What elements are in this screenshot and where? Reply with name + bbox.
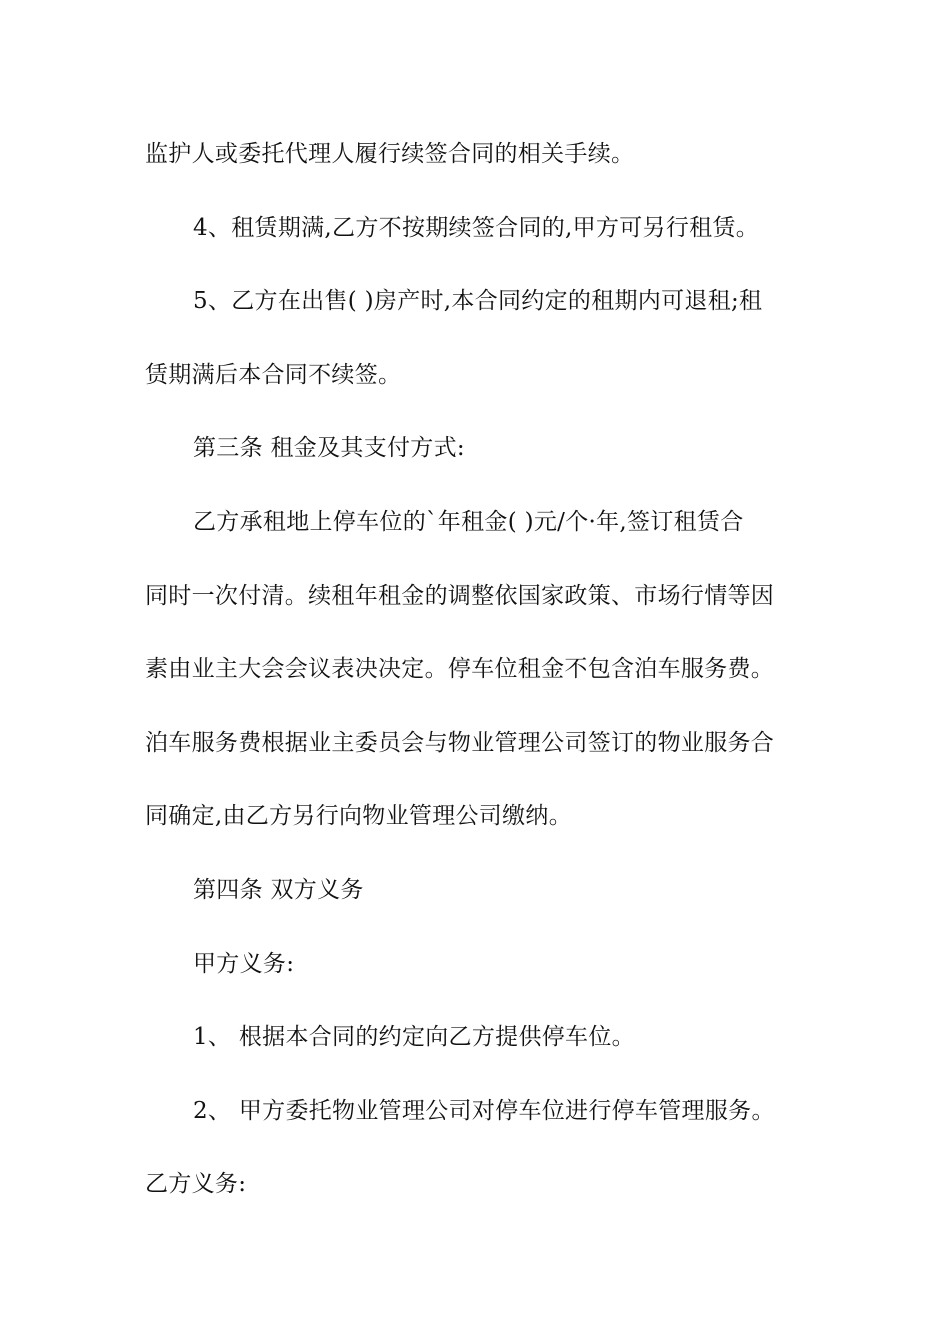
- text-line: 同时一次付清。续租年租金的调整依国家政策、市场行情等因: [145, 582, 775, 609]
- text-line: 2、 甲方委托物业管理公司对停车位进行停车管理服务。: [193, 1097, 775, 1124]
- section-heading: 第三条 租金及其支付方式:: [193, 435, 465, 462]
- text-line: 同确定,由乙方另行向物业管理公司缴纳。: [145, 803, 573, 830]
- text-line: 赁期满后本合同不续签。: [145, 361, 402, 388]
- document-body: [145, 130, 810, 1234]
- text-line: 1、 根据本合同的约定向乙方提供停车位。: [193, 1024, 635, 1051]
- text-line: 素由业主大会会议表决决定。停车位租金不包含泊车服务费。: [145, 656, 775, 683]
- text-line: 监护人或委托代理人履行续签合同的相关手续。: [145, 141, 635, 167]
- section-heading: 第四条 双方义务: [193, 876, 364, 903]
- text-line: 泊车服务费根据业主委员会与物业管理公司签订的物业服务合: [145, 729, 775, 756]
- text-line: 乙方承租地上停车位的`年租金( )元/个·年,签订租赁合: [193, 508, 744, 535]
- text-line: 4、租赁期满,乙方不按期续签合同的,甲方可另行租赁。: [193, 214, 760, 241]
- text-line: 5、乙方在出售( )房产时,本合同约定的租期内可退租;租: [193, 288, 763, 315]
- text-line: 甲方义务:: [193, 950, 295, 977]
- text-line: 乙方义务:: [145, 1171, 247, 1198]
